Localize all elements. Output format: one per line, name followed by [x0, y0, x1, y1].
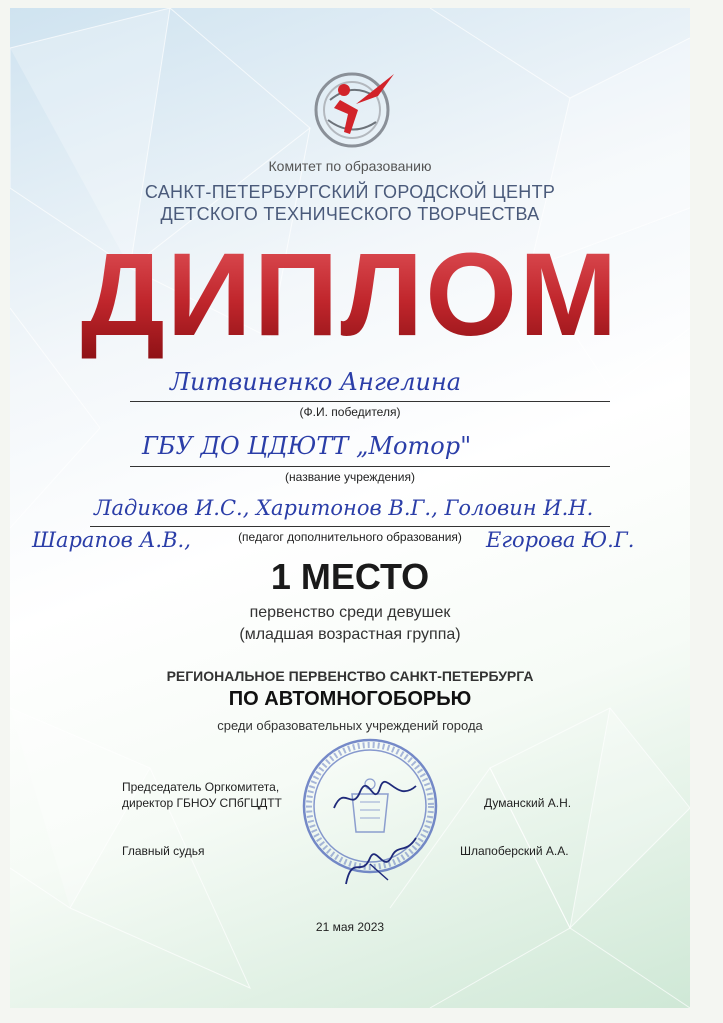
chair-title-line-2: директор ГБНОУ СПбГЦДТТ — [122, 796, 282, 810]
chair-name: Думанский А.Н. — [484, 796, 572, 810]
teachers-caption: (педагог дополнительного образования) — [238, 530, 462, 544]
winner-underline — [130, 401, 610, 402]
chair-title-line-1: Председатель Оргкомитета, — [122, 780, 280, 794]
event-title-line-2: ПО АВТОМНОГОБОРЬЮ — [228, 688, 472, 710]
diploma-title: ДИПЛОМ — [10, 230, 690, 360]
institution-name: ГБУ ДО ЦДЮТТ „Мотор" — [142, 432, 472, 460]
teachers-line-1: Ладиков И.С., Харитонов В.Г., Головин И.Н. — [94, 496, 594, 520]
committee-label: Комитет по образованию — [268, 158, 432, 174]
center-name-line-2: ДЕТСКОГО ТЕХНИЧЕСКОГО ТВОРЧЕСТВА — [160, 204, 540, 224]
winner-name: Литвиненко Ангелина — [170, 368, 462, 396]
institution-caption: (название учреждения) — [285, 470, 415, 484]
teachers-right: Егорова Ю.Г. — [486, 528, 635, 552]
judge-name: Шлапоберский А.А. — [460, 844, 569, 858]
event-title-line-1: РЕГИОНАЛЬНОЕ ПЕРВЕНСТВО САНКТ-ПЕТЕРБУРГА — [166, 668, 534, 684]
category-line-2: (младшая возрастная группа) — [239, 626, 461, 643]
place-label: 1 МЕСТО — [270, 556, 430, 597]
judge-signature-icon — [340, 834, 420, 890]
chair-signature-icon — [330, 778, 420, 818]
institution-underline — [130, 466, 610, 467]
teachers-left: Шарапов А.В., — [32, 528, 191, 552]
center-logo-icon — [308, 60, 404, 156]
event-subtitle: среди образовательных учреждений города — [217, 718, 483, 733]
winner-caption: (Ф.И. победителя) — [299, 405, 401, 419]
category-line-1: первенство среди девушек — [249, 604, 451, 621]
judge-title: Главный судья — [122, 844, 205, 858]
diploma-sheet — [10, 8, 690, 1008]
center-name-line-1: САНКТ-ПЕТЕРБУРГСКИЙ ГОРОДСКОЙ ЦЕНТР — [144, 182, 556, 202]
issue-date: 21 мая 2023 — [315, 920, 385, 934]
teachers-underline — [90, 526, 610, 527]
